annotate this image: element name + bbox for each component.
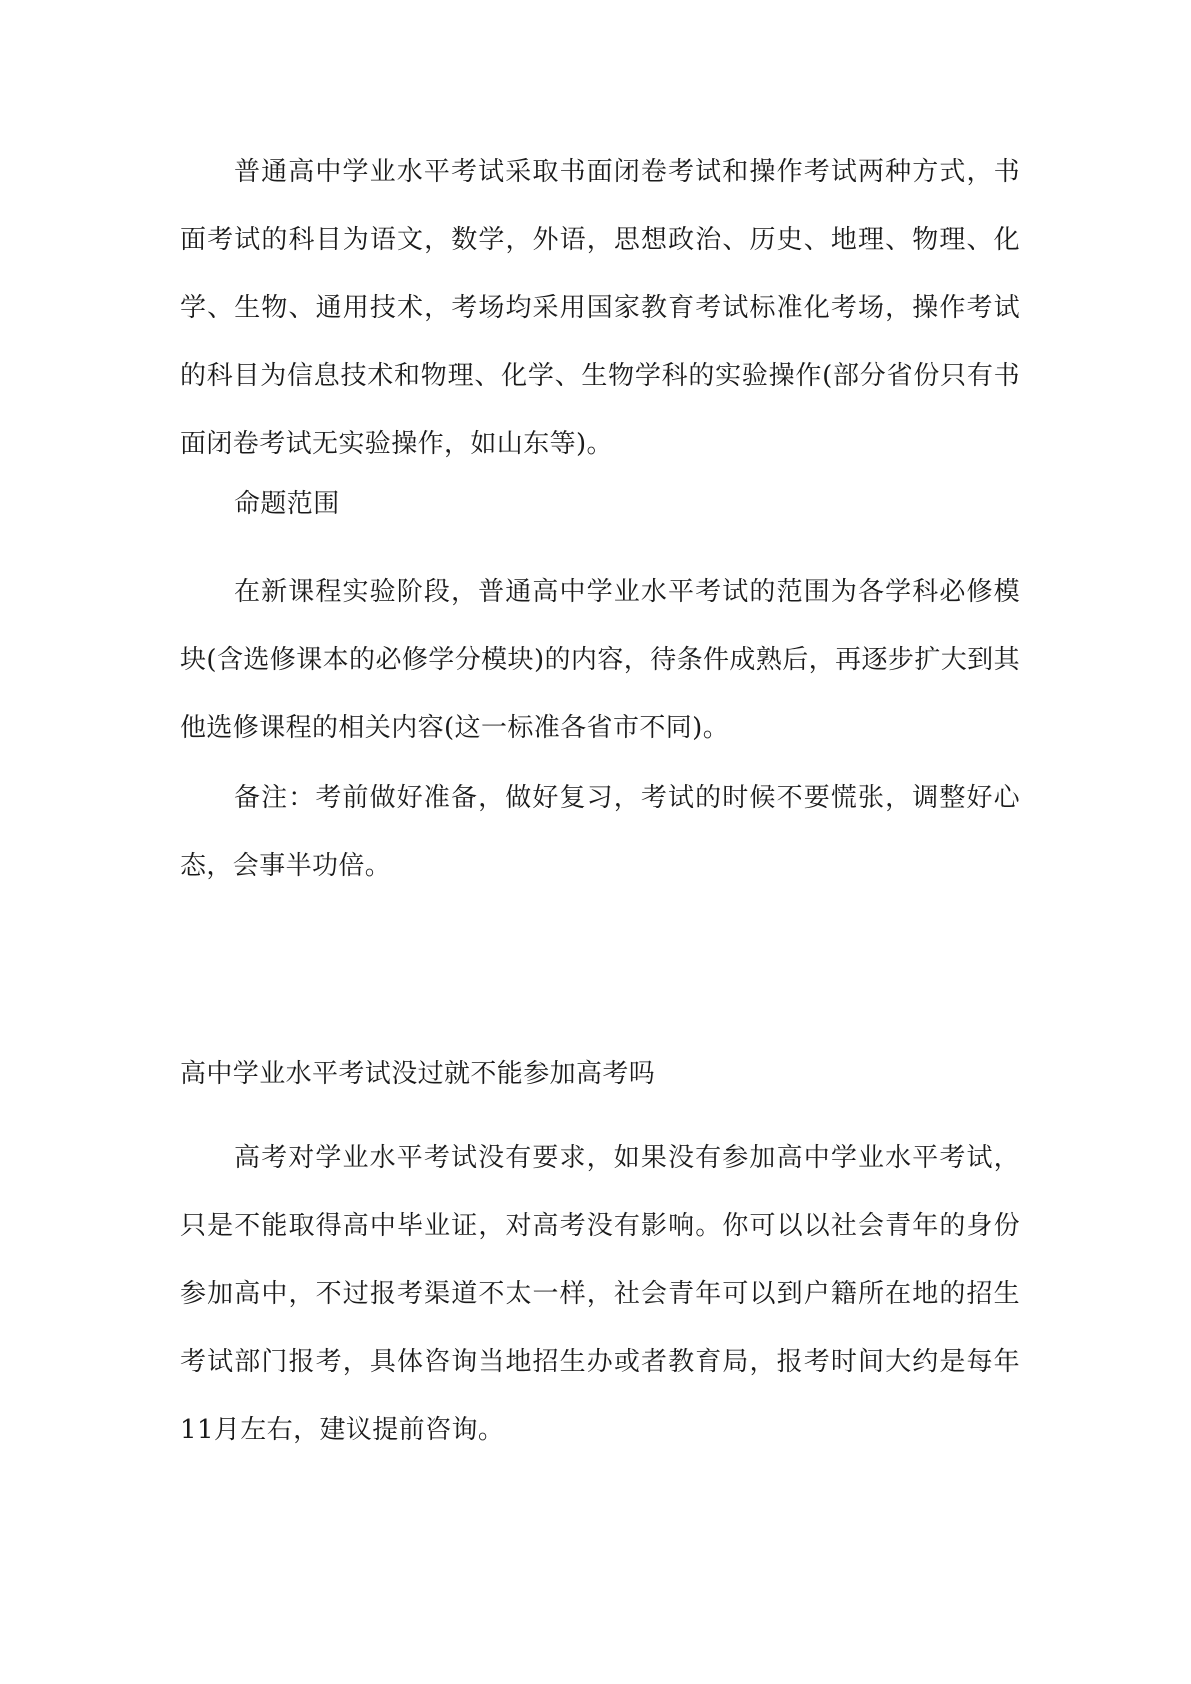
paragraph-note: 备注：考前做好准备，做好复习，考试的时候不要慌张，调整好心态，会事半功倍。	[180, 783, 1020, 881]
paragraph-exam-scope: 在新课程实验阶段，普通高中学业水平考试的范围为各学科必修模块(含选修课本的必修学分模块)的内容，待条件成熟后，再逐步扩大到其他选修课程的相关内容(这一标准各省市不同)。	[180, 577, 1020, 743]
paragraph-exam-format: 普通高中学业水平考试采取书面闭卷考试和操作考试两种方式，书面考试的科目为语文，数学，外语，思想政治、历史、地理、物理、化学、生物、通用技术，考场均采用国家教育考试标准化考场，操作考试的科目为信息技术和物理、化学、生物学科的实验操作(部分省份只有书面闭卷考试无实验操作，如山东等)。	[180, 157, 1020, 459]
paragraph-answer: 高考对学业水平考试没有要求，如果没有参加高中学业水平考试，只是不能取得高中毕业证，对高考没有影响。你可以以社会青年的身份参加高中，不过报考渠道不太一样，社会青年可以到户籍所在地的招生考试部门报考，具体咨询当地招生办或者教育局，报考时间大约是每年11月左右，建议提前咨询。	[180, 1143, 1020, 1445]
section-heading-scope: 命题范围	[234, 489, 340, 519]
section-heading-question: 高中学业水平考试没过就不能参加高考吗	[180, 1059, 656, 1089]
